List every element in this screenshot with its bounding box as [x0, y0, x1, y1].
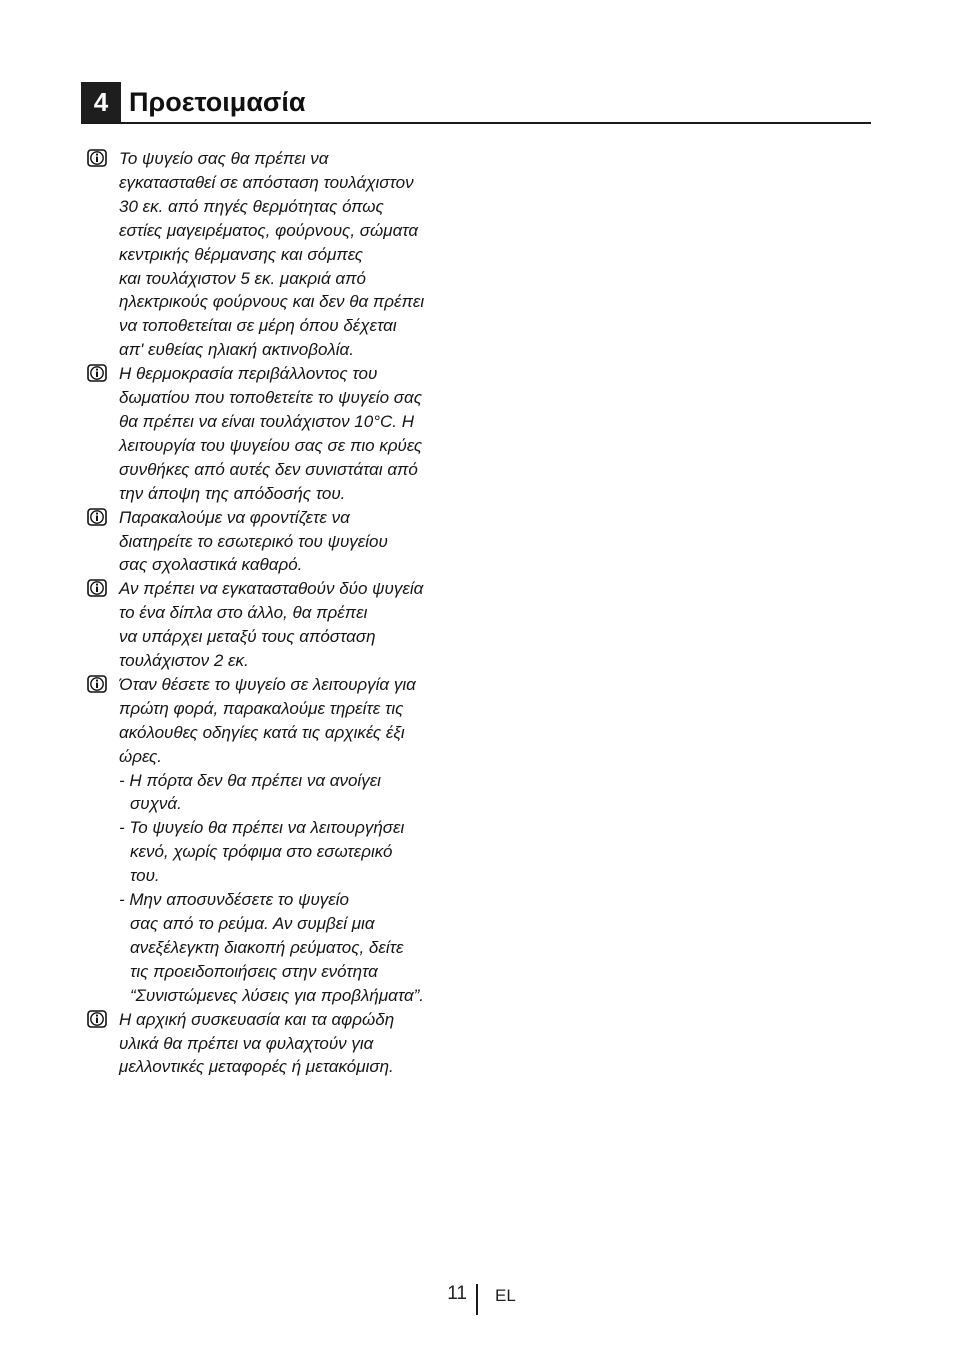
section-title: Προετοιμασία [129, 87, 306, 117]
info-note [87, 506, 487, 578]
note-text-line: πρώτη φορά, παρακαλούμε τηρείτε τις [119, 698, 404, 718]
language-code: EL [495, 1286, 516, 1305]
info-icon [87, 579, 107, 597]
bullet-text-line: ανεξέλεγκτη διακοπή ρεύματος, δείτε [130, 937, 404, 957]
info-icon [87, 1010, 107, 1028]
note-text-line: Η αρχική συσκευασία και τα αφρώδη [119, 1009, 395, 1029]
note-text-line: Το ψυγείο σας θα πρέπει να [119, 149, 329, 168]
note-text-line: κεντρικής θέρμανσης και σόμπες [119, 244, 364, 264]
info-icon [87, 149, 107, 167]
bullet-text-line: - Το ψυγείο θα πρέπει να λειτουργήσει [119, 818, 405, 838]
bullet-text-line: συχνά. [130, 794, 182, 814]
note-text-line: να τοποθετείται σε μέρη όπου δέχεται [119, 316, 397, 336]
note-text-line: να υπάρχει μεταξύ τους απόσταση [119, 627, 376, 647]
section-header [81, 82, 871, 124]
section-number: 4 [81, 82, 121, 122]
note-text-line: το ένα δίπλα στο άλλο, θα πρέπει [119, 603, 368, 623]
note-text-line: εγκατασταθεί σε απόσταση τουλάχιστον [119, 172, 414, 192]
note-text-line: 30 εκ. από πηγές θερμότητας όπως [119, 196, 384, 216]
note-text-line: θα πρέπει να είναι τουλάχιστον 10°C. Η [119, 411, 415, 431]
note-text-line: Αν πρέπει να εγκατασταθούν δύο ψυγεία [119, 579, 424, 599]
info-note [87, 147, 487, 362]
bullet-text-line: του. [130, 866, 160, 886]
bullet-text-line: “Συνιστώμενες λύσεις για προβλήματα”. [130, 985, 425, 1005]
note-text-line: την άποψη της απόδοσής του. [119, 483, 346, 503]
note-text-line: Όταν θέσετε το ψυγείο σε λειτουργία για [119, 674, 416, 694]
bullet-text-line: σας από το ρεύμα. Αν συμβεί μια [130, 914, 375, 933]
note-text-line: υλικά θα πρέπει να φυλαχτούν για [119, 1033, 374, 1053]
note-text-line: ακόλουθες οδηγίες κατά τις αρχικές έξι [119, 722, 405, 742]
info-icon [87, 675, 107, 693]
note-text-line: Η θερμοκρασία περιβάλλοντος του [119, 364, 378, 384]
bullet-text-line: τις προειδοποιήσεις στην ενότητα [130, 961, 378, 981]
note-text-line: σας σχολαστικά καθαρό. [119, 555, 303, 575]
info-note [87, 362, 487, 505]
page-footer [0, 1282, 954, 1318]
footer-divider [476, 1284, 478, 1315]
note-text-line: δωματίου που τοποθετείτε το ψυγείο σας [119, 388, 422, 408]
note-text-line: τουλάχιστον 2 εκ. [119, 651, 249, 671]
note-text-line: εστίες μαγειρέματος, φούρνους, σώματα [119, 220, 419, 240]
page-number: 11 [447, 1283, 467, 1304]
note-text-line: λειτουργία του ψυγείου σας σε πιο κρύες [119, 435, 423, 455]
bullet-text-line: κενό, χωρίς τρόφιμα στο εσωτερικό [130, 842, 393, 862]
info-note [87, 673, 487, 1008]
bullet-text-line: - Η πόρτα δεν θα πρέπει να ανοίγει [119, 770, 381, 790]
note-text-line: απ' ευθείας ηλιακή ακτινοβολία. [119, 340, 354, 360]
bullet-text-line: - Μην αποσυνδέσετε το ψυγείο [119, 890, 350, 910]
info-icon [87, 508, 107, 526]
info-icon [87, 364, 107, 382]
info-note [87, 1008, 487, 1080]
note-text-line: διατηρείτε το εσωτερικό του ψυγείου [119, 531, 388, 551]
note-text-line: μελλοντικές μεταφορές ή μετακόμιση. [119, 1057, 394, 1077]
note-text-line: και τουλάχιστον 5 εκ. μακριά από [119, 268, 366, 288]
note-text-line: Παρακαλούμε να φροντίζετε να [119, 507, 350, 527]
note-text-line: συνθήκες από αυτές δεν συνιστάται από [119, 459, 418, 479]
note-text-line: ώρες. [119, 746, 162, 766]
note-text-line: ηλεκτρικούς φούρνους και δεν θα πρέπει [119, 292, 425, 312]
notes-column [87, 147, 487, 1079]
info-note [87, 577, 487, 673]
